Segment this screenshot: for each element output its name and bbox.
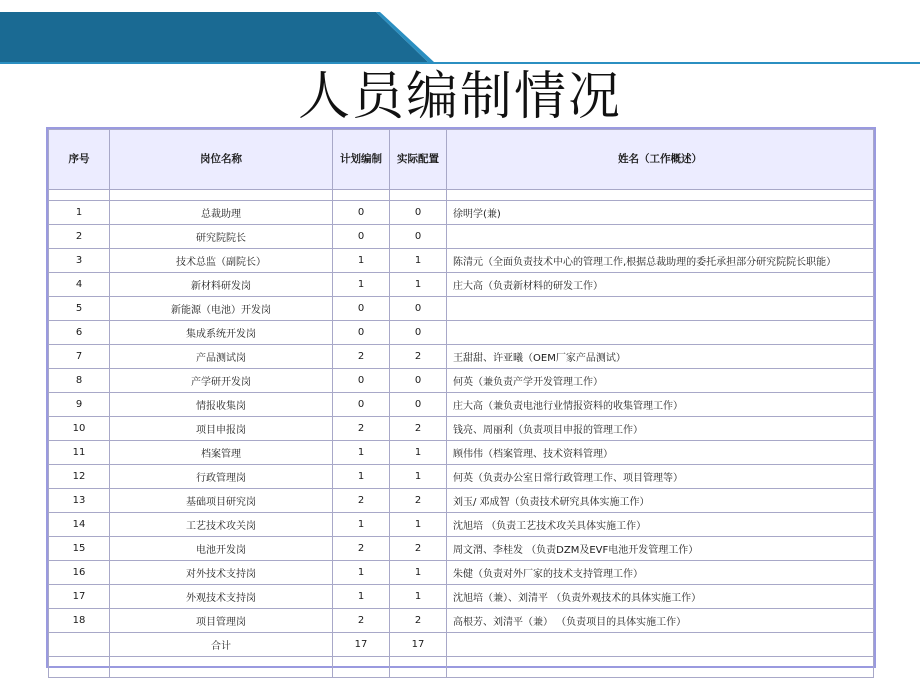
cell-seq: 3: [49, 249, 110, 273]
cell-names: 何英（负责办公室日常行政管理工作、项目管理等）: [447, 465, 874, 489]
cell-names: 刘玉/ 邓成智（负责技术研究具体实施工作）: [447, 489, 874, 513]
table-row: [49, 201, 874, 225]
cell-actual: 1: [390, 441, 447, 465]
cell-names: 沈旭培（兼）、刘清平 （负责外观技术的具体实施工作）: [447, 585, 874, 609]
cell-planned: 0: [333, 393, 390, 417]
staffing-table: [48, 129, 874, 678]
cell-seq: 9: [49, 393, 110, 417]
cell-post: 电池开发岗: [110, 537, 333, 561]
table-row: [49, 513, 874, 537]
cell-names: 何英（兼负责产学开发管理工作）: [447, 369, 874, 393]
cell-actual: 2: [390, 537, 447, 561]
header-banner: [0, 0, 920, 64]
table-row: [49, 537, 874, 561]
cell-planned: 2: [333, 537, 390, 561]
cell-names: 周文渭、李桂发 （负责DZM及EVF电池开发管理工作）: [447, 537, 874, 561]
cell-seq: 18: [49, 609, 110, 633]
cell-post: 产品测试岗: [110, 345, 333, 369]
cell-seq: 15: [49, 537, 110, 561]
cell-planned: 1: [333, 513, 390, 537]
header-actual: 实际配置: [390, 130, 447, 190]
header-seq: 序号: [49, 130, 110, 190]
cell-planned: 1: [333, 249, 390, 273]
cell-names: 高根芳、刘清平（兼） （负责项目的具体实施工作）: [447, 609, 874, 633]
total-cell-actual: 17: [390, 633, 447, 657]
staffing-table-frame: [46, 127, 876, 668]
cell-post: 集成系统开发岗: [110, 321, 333, 345]
cell-seq: 7: [49, 345, 110, 369]
cell-actual: 1: [390, 273, 447, 297]
cell-names: 顾伟伟（档案管理、技术资料管理）: [447, 441, 874, 465]
cell-planned: 2: [333, 345, 390, 369]
cell-post: 研究院院长: [110, 225, 333, 249]
cell-post: 技术总监（副院长）: [110, 249, 333, 273]
cell-post: 项目管理岗: [110, 609, 333, 633]
cell-actual: 0: [390, 369, 447, 393]
header-planned: 计划编制: [333, 130, 390, 190]
cell-planned: 1: [333, 273, 390, 297]
cell-actual: 0: [390, 225, 447, 249]
cell-names: 钱亮、周丽利（负责项目申报的管理工作）: [447, 417, 874, 441]
cell-post: 基础项目研究岗: [110, 489, 333, 513]
total-cell-seq: [49, 633, 110, 657]
cell-names: 徐明学(兼): [447, 201, 874, 225]
cell-names: 庄大高（负责新材料的研发工作）: [447, 273, 874, 297]
cell-seq: 2: [49, 225, 110, 249]
table-row: [49, 489, 874, 513]
table-row: [49, 273, 874, 297]
cell-planned: 1: [333, 441, 390, 465]
table-row: [49, 249, 874, 273]
cell-actual: 0: [390, 201, 447, 225]
total-row: [49, 633, 874, 657]
cell-post: 工艺技术攻关岗: [110, 513, 333, 537]
cell-planned: 0: [333, 369, 390, 393]
table-row: [49, 321, 874, 345]
cell-planned: 0: [333, 225, 390, 249]
spacer-row: [49, 190, 874, 201]
table-row: [49, 393, 874, 417]
cell-seq: 10: [49, 417, 110, 441]
cell-actual: 1: [390, 513, 447, 537]
page-title: 人员编制情况: [297, 67, 622, 127]
cell-seq: 4: [49, 273, 110, 297]
table-row: [49, 225, 874, 249]
table-row: [49, 297, 874, 321]
cell-seq: 13: [49, 489, 110, 513]
cell-planned: 1: [333, 561, 390, 585]
cell-actual: 1: [390, 561, 447, 585]
cell-post: 对外技术支持岗: [110, 561, 333, 585]
cell-seq: 5: [49, 297, 110, 321]
cell-planned: 2: [333, 417, 390, 441]
table-row: [49, 441, 874, 465]
cell-actual: 0: [390, 321, 447, 345]
cell-planned: 1: [333, 465, 390, 489]
table-row: [49, 417, 874, 441]
cell-planned: 1: [333, 585, 390, 609]
cell-seq: 12: [49, 465, 110, 489]
cell-seq: 6: [49, 321, 110, 345]
table-row: [49, 561, 874, 585]
total-cell-post: 合计: [110, 633, 333, 657]
table-row: [49, 465, 874, 489]
cell-names: 庄大高（兼负责电池行业情报资料的收集管理工作）: [447, 393, 874, 417]
header-names: 姓名（工作概述）: [447, 130, 874, 190]
cell-seq: 17: [49, 585, 110, 609]
cell-actual: 1: [390, 249, 447, 273]
cell-names: 王甜甜、许亚曦（OEM厂家产品测试）: [447, 345, 874, 369]
cell-seq: 8: [49, 369, 110, 393]
table-row: [49, 609, 874, 633]
cell-names: 陈清元（全面负责技术中心的管理工作,根据总裁助理的委托承担部分研究院院长职能）: [447, 249, 874, 273]
cell-actual: 0: [390, 297, 447, 321]
cell-names: [447, 321, 874, 345]
cell-actual: 2: [390, 609, 447, 633]
cell-post: 情报收集岗: [110, 393, 333, 417]
cell-actual: 2: [390, 489, 447, 513]
cell-post: 行政管理岗: [110, 465, 333, 489]
cell-planned: 0: [333, 201, 390, 225]
cell-planned: 0: [333, 321, 390, 345]
cell-seq: 14: [49, 513, 110, 537]
cell-actual: 1: [390, 465, 447, 489]
cell-actual: 2: [390, 417, 447, 441]
table-header-row: [49, 130, 874, 190]
table-row: [49, 585, 874, 609]
cell-planned: 0: [333, 297, 390, 321]
cell-post: 外观技术支持岗: [110, 585, 333, 609]
cell-post: 产学研开发岗: [110, 369, 333, 393]
cell-names: [447, 297, 874, 321]
cell-post: 总裁助理: [110, 201, 333, 225]
cell-seq: 16: [49, 561, 110, 585]
cell-names: 沈旭培 （负责工艺技术攻关具体实施工作）: [447, 513, 874, 537]
cell-post: 新能源（电池）开发岗: [110, 297, 333, 321]
cell-names: 朱健（负责对外厂家的技术支持管理工作）: [447, 561, 874, 585]
cell-actual: 2: [390, 345, 447, 369]
cell-post: 新材料研发岗: [110, 273, 333, 297]
table-row: [49, 369, 874, 393]
cell-seq: 1: [49, 201, 110, 225]
header-post: 岗位名称: [110, 130, 333, 190]
cell-planned: 2: [333, 609, 390, 633]
cell-actual: 0: [390, 393, 447, 417]
cell-actual: 1: [390, 585, 447, 609]
total-cell-planned: 17: [333, 633, 390, 657]
blank-row: [49, 657, 874, 678]
cell-post: 档案管理: [110, 441, 333, 465]
cell-seq: 11: [49, 441, 110, 465]
total-cell-names: [447, 633, 874, 657]
cell-planned: 2: [333, 489, 390, 513]
table-row: [49, 345, 874, 369]
cell-names: [447, 225, 874, 249]
cell-post: 项目申报岗: [110, 417, 333, 441]
